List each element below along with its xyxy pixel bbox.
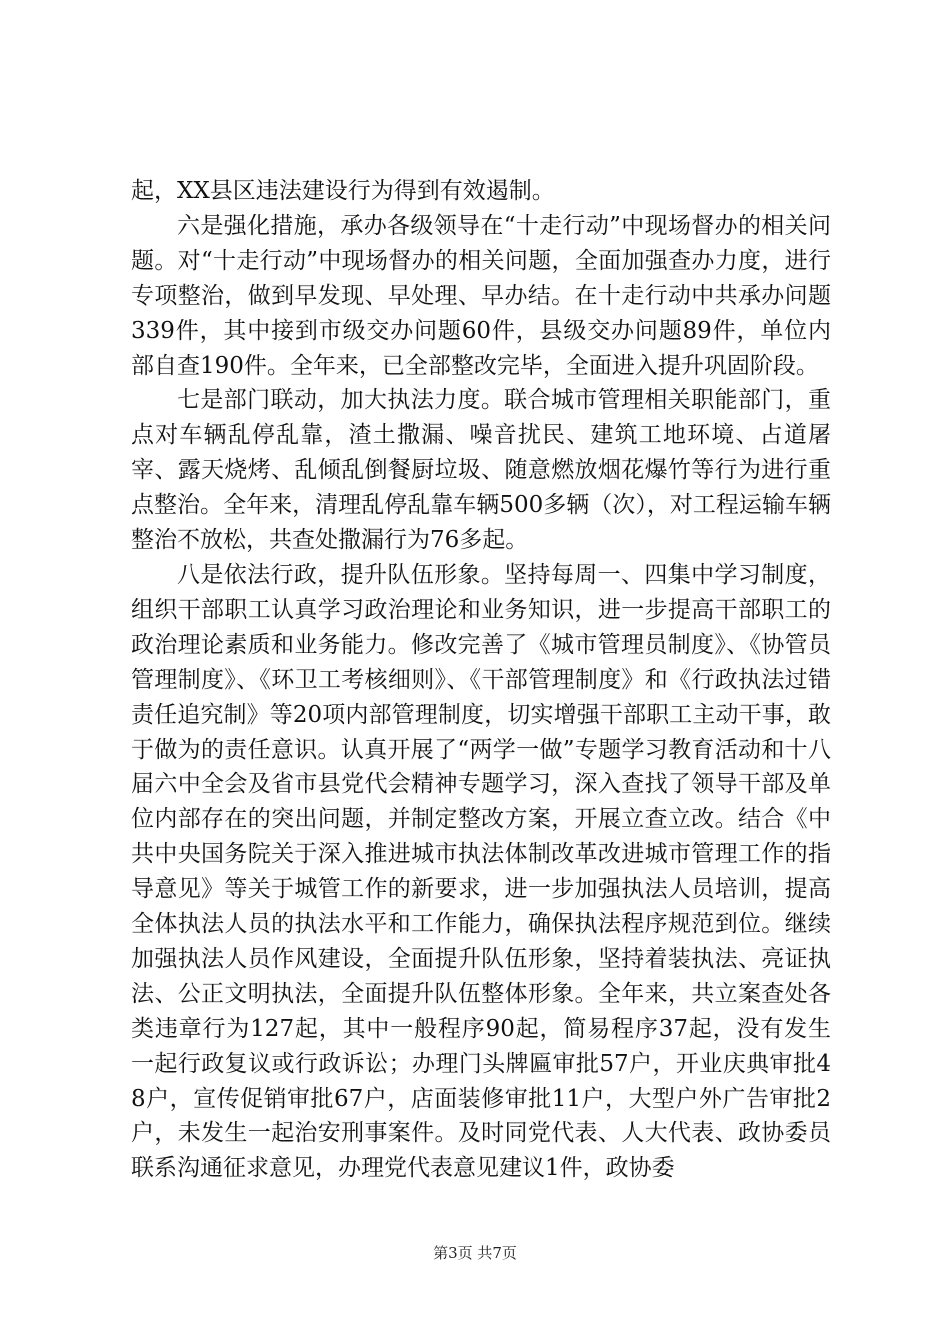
- paragraph-seven: 七是部门联动，加大执法力度。联合城市管理相关职能部门，重点对车辆乱停乱靠，渣土撒漏、噪音扰民、建筑工地环境、占道屠宰、露天烧烤、乱倾乱倒餐厨垃圾、随意燃放烟花爆竹等行为进行重点整治。全年来，清理乱停乱靠车辆500多辆（次），对工程运输车辆整治不放松，共查处撒漏行为76多起。: [131, 387, 831, 554]
- page-number-footer: 第3页 共7页: [433, 1244, 517, 1262]
- paragraph-continuation: 起，XX县区违法建设行为得到有效遏制。: [131, 178, 555, 204]
- document-body: [131, 174, 831, 1186]
- paragraph-six: 六是强化措施，承办各级领导在“十走行动”中现场督办的相关问题。对“十走行动”中现场督办的相关问题，全面加强查办力度，进行专项整治，做到早发现、早处理、早办结。在十走行动中共承办问题339件，其中接到市级交办问题60件，县级交办问题89件，单位内部自查190件。全年来，已全部整改完毕，全面进入提升巩固阶段。: [131, 212, 831, 379]
- paragraph-eight: 八是依法行政，提升队伍形象。坚持每周一、四集中学习制度，组织干部职工认真学习政治理论和业务知识，进一步提高干部职工的政治理论素质和业务能力。修改完善了《城市管理员制度》、《协管员管理制度》、《环卫工考核细则》、《干部管理制度》和《行政执法过错责任追究制》等20项内部管理制度，切实增强干部职工主动干事，敢于做为的责任意识。认真开展了“两学一做”专题学习教育活动和十八届六中全会及省市县党代会精神专题学习，深入查找了领导干部及单位内部存在的突出问题，并制定整改方案，开展立查立改。结合《中共中央国务院关于深入推进城市执法体制改革改进城市管理工作的指导意见》等关于城管工作的新要求，进一步加强执法人员培训，提高全体执法人员的执法水平和工作能力，确保执法程序规范到位。继续加强执法人员作风建设，全面提升队伍形象，坚持着装执法、亮证执法、公正文明执法，全面提升队伍整体形象。全年来，共立案查处各类违章行为127起，其中一般程序90起，简易程序37起，没有发生一起行政复议或行政诉讼；办理门头牌匾审批57户，开业庆典审批48户，宣传促销审批67户，店面装修审批11户，大型户外广告审批2户，未发生一起治安刑事案件。及时同党代表、人大代表、政协委员联系沟通征求意见，办理党代表意见建议1件，政协委: [131, 561, 831, 1182]
